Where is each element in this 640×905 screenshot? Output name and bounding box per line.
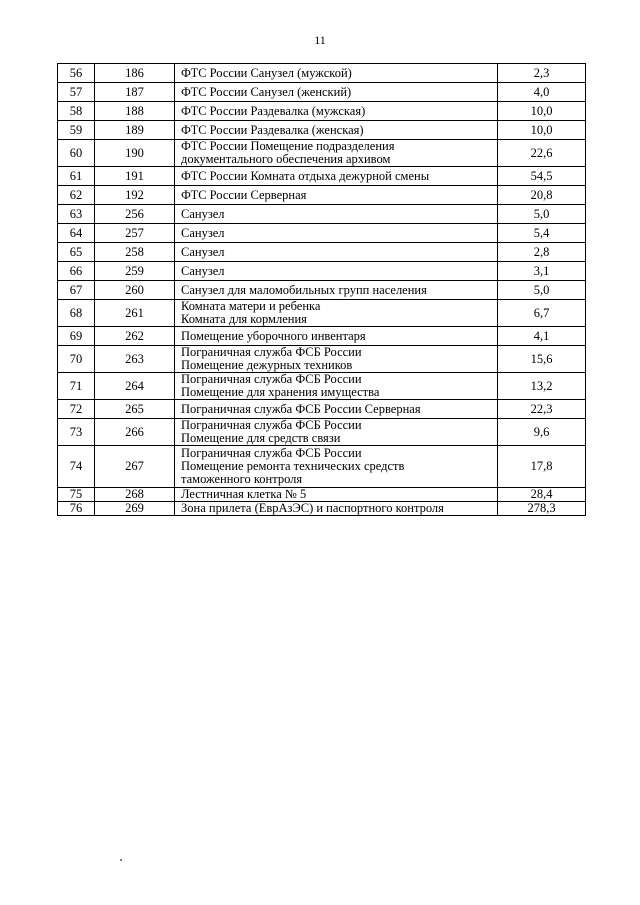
- room-name-line: ФТС России Помещение подразделения: [181, 139, 395, 153]
- room-name-cell: [175, 186, 498, 205]
- room-name-line: Помещение для средств связи: [181, 431, 341, 445]
- rooms-table-body: [58, 64, 586, 516]
- area-cell: 22,3: [498, 400, 586, 419]
- room-number-cell: 265: [95, 400, 175, 419]
- room-name-cell: [175, 121, 498, 140]
- row-number-cell: 64: [58, 224, 95, 243]
- room-name-line: ФТС России Санузел (мужской): [181, 65, 352, 80]
- row-number-cell: 65: [58, 243, 95, 262]
- table-row: [58, 205, 586, 224]
- room-name-cell: [175, 346, 498, 373]
- room-number-cell: 266: [95, 419, 175, 446]
- room-name-line: Санузел для маломобильных групп населения: [181, 282, 427, 297]
- room-number-cell: 188: [95, 102, 175, 121]
- room-number-cell: 268: [95, 488, 175, 502]
- room-name-line: Пограничная служба ФСБ России: [181, 446, 362, 460]
- row-number-cell: 62: [58, 186, 95, 205]
- room-name-cell: [175, 64, 498, 83]
- table-row: [58, 327, 586, 346]
- room-name-line: Пограничная служба ФСБ России: [181, 345, 362, 359]
- room-name-line: ФТС России Серверная: [181, 187, 307, 202]
- area-cell: 6,7: [498, 300, 586, 327]
- room-name-line: Помещение для хранения имущества: [181, 385, 380, 399]
- room-name-cell: [175, 419, 498, 446]
- area-cell: 3,1: [498, 262, 586, 281]
- room-number-cell: 256: [95, 205, 175, 224]
- room-name-line: Санузел: [181, 263, 225, 278]
- room-number-cell: 259: [95, 262, 175, 281]
- room-name-line: Помещение уборочного инвентаря: [181, 328, 366, 343]
- room-number-cell: 192: [95, 186, 175, 205]
- row-number-cell: 76: [58, 502, 95, 516]
- table-row: [58, 186, 586, 205]
- area-cell: 4,1: [498, 327, 586, 346]
- table-row: [58, 446, 586, 488]
- room-name-line: Пограничная служба ФСБ России Серверная: [181, 401, 421, 416]
- row-number-cell: 57: [58, 83, 95, 102]
- table-row: [58, 400, 586, 419]
- area-cell: 20,8: [498, 186, 586, 205]
- row-number-cell: 56: [58, 64, 95, 83]
- row-number-cell: 61: [58, 167, 95, 186]
- area-cell: 2,8: [498, 243, 586, 262]
- row-number-cell: 60: [58, 140, 95, 167]
- room-name-line: ФТС России Комната отдыха дежурной смены: [181, 168, 430, 183]
- row-number-cell: 68: [58, 300, 95, 327]
- room-name-line: Санузел: [181, 225, 225, 240]
- area-cell: 17,8: [498, 446, 586, 488]
- room-name-cell: [175, 243, 498, 262]
- room-name-line: Санузел: [181, 206, 225, 221]
- table-row: [58, 346, 586, 373]
- row-number-cell: 58: [58, 102, 95, 121]
- room-number-cell: 187: [95, 83, 175, 102]
- room-name-line: ФТС России Раздевалка (мужская): [181, 103, 366, 118]
- room-number-cell: 263: [95, 346, 175, 373]
- room-name-cell: [175, 83, 498, 102]
- table-row: [58, 64, 586, 83]
- table-row: [58, 83, 586, 102]
- row-number-cell: 75: [58, 488, 95, 502]
- room-name-cell: [175, 102, 498, 121]
- rooms-table: [57, 63, 586, 516]
- room-name-cell: [175, 281, 498, 300]
- room-name-cell: [175, 224, 498, 243]
- room-name-line: Помещение дежурных техников: [181, 358, 353, 372]
- room-name-cell: [175, 446, 498, 488]
- room-name-cell: [175, 262, 498, 281]
- room-number-cell: 191: [95, 167, 175, 186]
- table-row: [58, 419, 586, 446]
- room-name-cell: [175, 327, 498, 346]
- table-row: [58, 262, 586, 281]
- area-cell: 5,0: [498, 205, 586, 224]
- area-cell: 278,3: [498, 502, 586, 516]
- room-number-cell: 264: [95, 373, 175, 400]
- table-row: [58, 502, 586, 516]
- table-row: [58, 140, 586, 167]
- room-name-cell: [175, 488, 498, 502]
- room-name-cell: [175, 373, 498, 400]
- room-name-line: Комната матери и ребенка: [181, 299, 321, 313]
- table-row: [58, 300, 586, 327]
- area-cell: 28,4: [498, 488, 586, 502]
- row-number-cell: 67: [58, 281, 95, 300]
- room-name-cell: [175, 502, 498, 516]
- row-number-cell: 59: [58, 121, 95, 140]
- room-name-cell: [175, 205, 498, 224]
- room-name-cell: [175, 167, 498, 186]
- room-name-line: Пограничная служба ФСБ России: [181, 418, 362, 432]
- page-speck: [120, 859, 122, 861]
- area-cell: 10,0: [498, 121, 586, 140]
- room-number-cell: 257: [95, 224, 175, 243]
- table-row: [58, 121, 586, 140]
- area-cell: 13,2: [498, 373, 586, 400]
- room-name-line: документального обеспечения архивом: [181, 152, 391, 166]
- room-number-cell: 190: [95, 140, 175, 167]
- table-row: [58, 224, 586, 243]
- room-name-cell: [175, 140, 498, 167]
- area-cell: 2,3: [498, 64, 586, 83]
- room-name-line: ФТС России Санузел (женский): [181, 84, 352, 99]
- room-name-line: Лестничная клетка № 5: [181, 487, 307, 501]
- room-number-cell: 261: [95, 300, 175, 327]
- area-cell: 5,0: [498, 281, 586, 300]
- page-number: 11: [314, 33, 326, 47]
- row-number-cell: 72: [58, 400, 95, 419]
- row-number-cell: 74: [58, 446, 95, 488]
- row-number-cell: 63: [58, 205, 95, 224]
- room-name-line: Комната для кормления: [181, 312, 307, 326]
- room-number-cell: 186: [95, 64, 175, 83]
- room-number-cell: 189: [95, 121, 175, 140]
- table-row: [58, 167, 586, 186]
- room-name-line: Пограничная служба ФСБ России: [181, 372, 362, 386]
- row-number-cell: 73: [58, 419, 95, 446]
- area-cell: 22,6: [498, 140, 586, 167]
- room-name-line: Зона прилета (ЕврАзЭС) и паспортного контроля: [181, 501, 444, 515]
- room-name-line: таможенного контроля: [181, 472, 303, 486]
- area-cell: 10,0: [498, 102, 586, 121]
- room-name-cell: [175, 300, 498, 327]
- table-row: [58, 102, 586, 121]
- room-number-cell: 258: [95, 243, 175, 262]
- row-number-cell: 70: [58, 346, 95, 373]
- room-name-line: Помещение ремонта технических средств: [181, 459, 405, 473]
- area-cell: 54,5: [498, 167, 586, 186]
- room-number-cell: 269: [95, 502, 175, 516]
- row-number-cell: 66: [58, 262, 95, 281]
- room-number-cell: 260: [95, 281, 175, 300]
- room-name-line: Санузел: [181, 244, 225, 259]
- table-row: [58, 281, 586, 300]
- row-number-cell: 69: [58, 327, 95, 346]
- area-cell: 9,6: [498, 419, 586, 446]
- area-cell: 4,0: [498, 83, 586, 102]
- room-number-cell: 267: [95, 446, 175, 488]
- room-name-cell: [175, 400, 498, 419]
- table-row: [58, 488, 586, 502]
- table-row: [58, 243, 586, 262]
- room-name-line: ФТС России Раздевалка (женская): [181, 122, 364, 137]
- area-cell: 5,4: [498, 224, 586, 243]
- row-number-cell: 71: [58, 373, 95, 400]
- room-number-cell: 262: [95, 327, 175, 346]
- area-cell: 15,6: [498, 346, 586, 373]
- table-row: [58, 373, 586, 400]
